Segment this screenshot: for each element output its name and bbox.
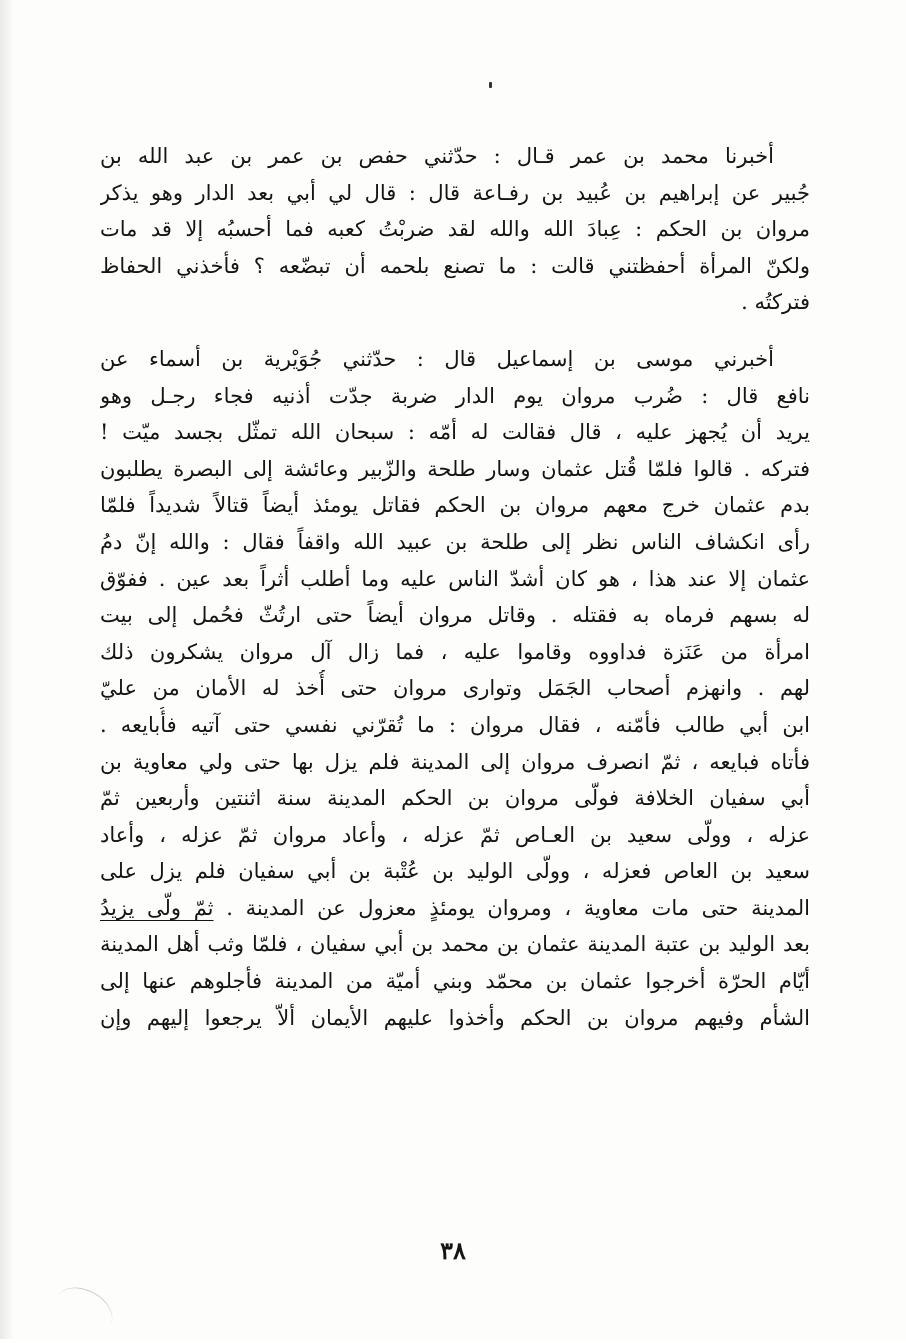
scan-shadow <box>0 0 14 1339</box>
text-line: الشأم وفيهم مروان بن الحكم وأخذوا عليهم الأيمان ألاّ يرجعوا إليهم وإن <box>100 1005 810 1030</box>
text-line: بعد الوليد بن عتبة المدينة عثمان بن محمد بن أبي سفيان ، فلمّا وثب أهل المدينة <box>100 932 810 957</box>
underlined-phrase: ثمّ ولّى يزيدُ <box>100 895 214 920</box>
text-line: فتركتُه . <box>741 290 810 315</box>
text-line: يريد أن يُجهز عليه ، قال فقالت له أمّه : سبحان الله تمثّل بجسد ميّت ! <box>100 420 810 445</box>
page-number: ٣٨ <box>440 1236 466 1265</box>
paragraph-gap <box>100 321 810 341</box>
text-line: أبي سفيان الخلافة فولّى مروان بن الحكم المدينة سنة اثنتين وأربعين ثمّ <box>100 786 810 811</box>
text-line: أيّام الحرّة أخرجوا عثمان بن محمّد وبني أميّة من المدينة فأجلوهم عنها إلى <box>100 969 810 994</box>
text-line: لهم . وانهزم أصحاب الجَمَل وتوارى مروان حتى أُخذ له الأمان من عليّ <box>100 676 810 701</box>
text-line: نافع قال : ضُرب مروان يوم الدار ضربة جدّت أذنيه فجاء رجـل وهو <box>100 383 810 408</box>
text-line: أخبرنا محمد بن عمر قـال : حدّثني حفص بن عمر بن عبد الله بن <box>100 144 774 168</box>
text-line-with-underline <box>100 890 810 927</box>
body-text <box>100 138 810 1036</box>
text-line: جُبير عن إبراهيم بن عُبيد بن رفـاعة قال : قال لي أبي بعد الدار وهو يذكر <box>100 180 810 205</box>
margin-pencil-mark <box>48 1278 120 1342</box>
text-line: عثمان إلا عند هذا ، هو كان أشدّ الناس عليه وما أطلب أثراً بعد عين . ففوّق <box>100 566 810 591</box>
text-line: عزله ، وولّى سعيد بن العـاص ثمّ عزله ، وأعاد مروان ثمّ عزله ، وأعاد <box>100 822 810 847</box>
text-line: فتركه . قالوا فلمّا قُتل عثمان وسار طلحة والزّبير وعائشة إلى البصرة يطلبون <box>100 456 810 481</box>
text-line: مروان بن الحكم : عِبادَ الله والله لقد ضربْتُ كعبه فما أحسبُه إلا قد مات <box>100 217 810 242</box>
text-segment: المدينة حتى مات معاوية ، ومروان يومئذٍ معزول عن المدينة . <box>226 895 810 920</box>
text-line: ابن أبي طالب فأمّنه ، فقال مروان : ما تُقرّني نفسي حتى آتيه فأُبايعه . <box>100 712 810 737</box>
text-line: أخبرني موسى بن إسماعيل قال : حدّثني جُوَيْرية بن أسماء عن <box>100 346 774 371</box>
paragraph-1 <box>100 138 810 321</box>
text-line: امرأة من عَنَزة فداووه وقاموا عليه ، فما زال آل مروان يشكرون ذلك <box>100 639 810 664</box>
text-line: ولكنّ المرأة أحفظتني قالت : ما تصنع بلحمه أن تبضّعه ؟ فأخذني الحفاظ <box>100 253 810 278</box>
text-line: سعيد بن العاص فعزله ، وولّى الوليد بن عُتْبة بن أبي سفيان فلم يزل على <box>100 859 810 884</box>
text-line: فأتاه فبايعه ، ثمّ انصرف مروان إلى المدينة فلم يزل بها حتى ولي معاوية بن <box>100 749 810 774</box>
text-line: رأى انكشاف الناس نظر إلى طلحة بن عبيد الله واقفاً فقال : والله إنّ دمُ <box>100 529 810 554</box>
paragraph-2 <box>100 341 810 1036</box>
ink-speck <box>489 82 492 88</box>
text-line: بدم عثمان خرج معهم مروان بن الحكم فقاتل يومئذ أيضاً قتالاً شديداً فلمّا <box>100 493 810 518</box>
text-line: له بسهم فرماه به فقتله . وقاتل مروان أيضاً حتى ارتُثّ فحُمل إلى بيت <box>100 603 810 628</box>
